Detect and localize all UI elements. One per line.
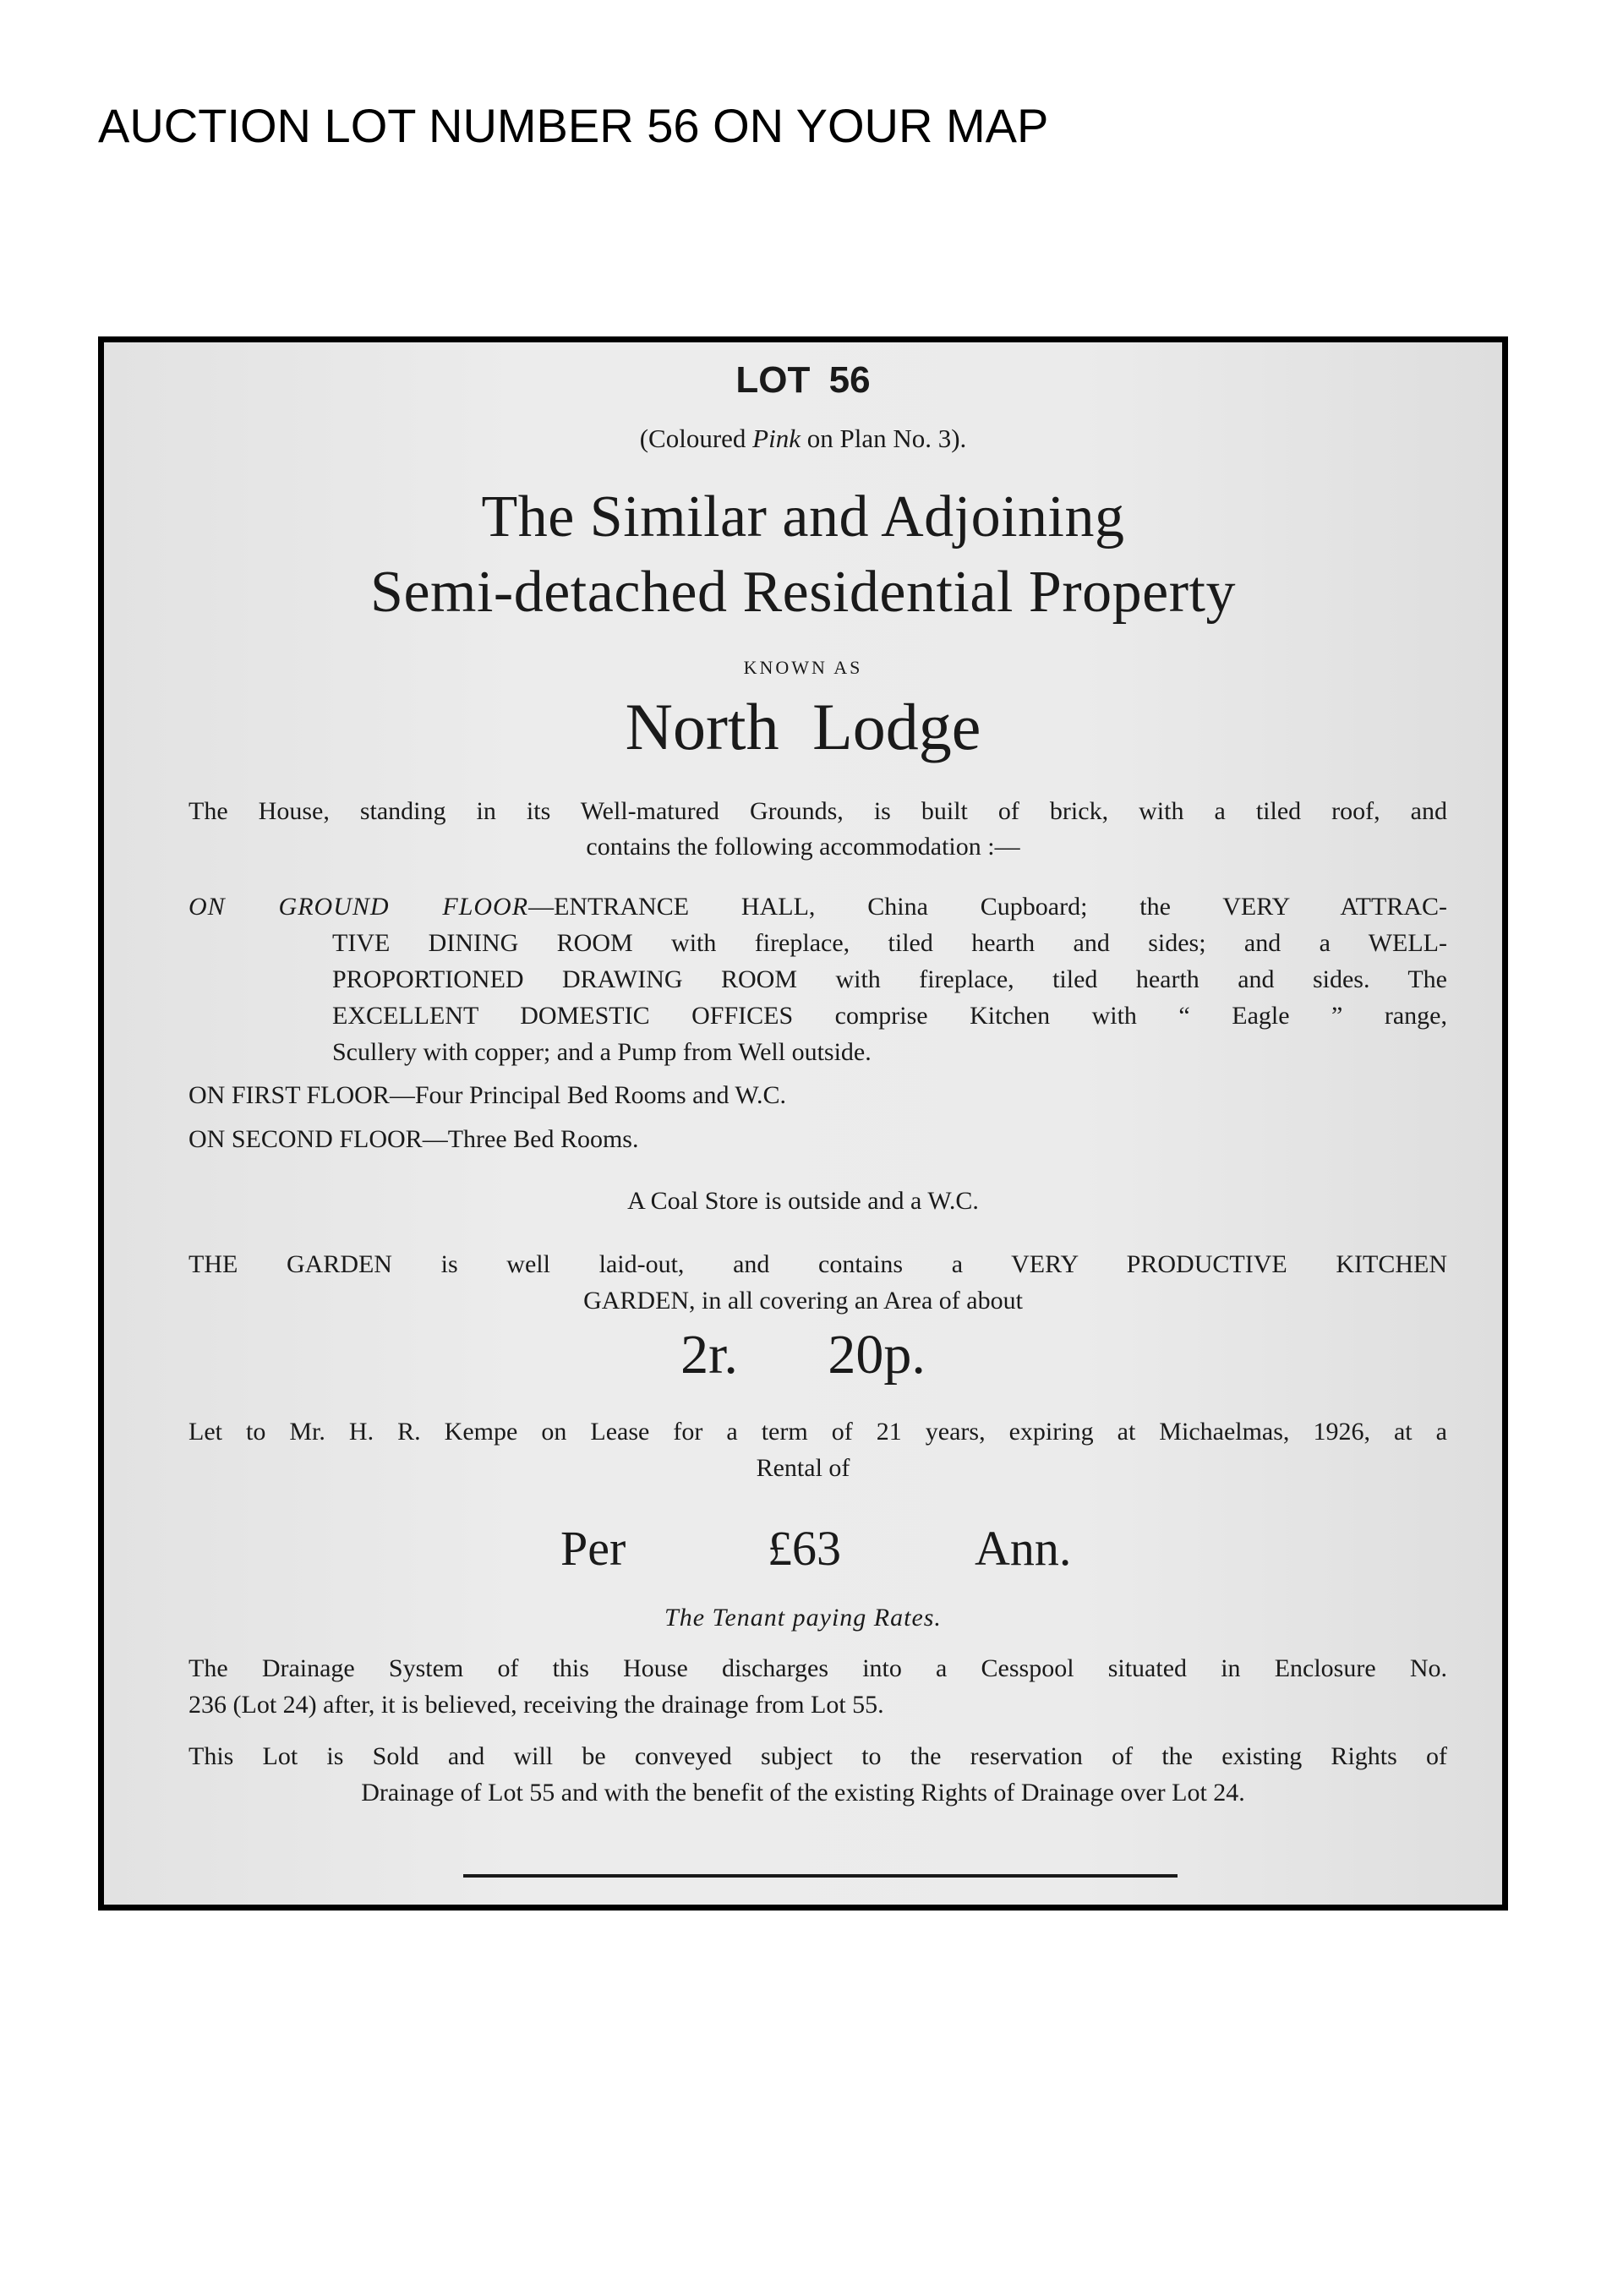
plan-reference-after: on Plan No. 3). xyxy=(800,424,967,453)
rent-ann: Ann. xyxy=(975,1521,1072,1576)
area-perches: 20p. xyxy=(828,1324,926,1386)
second-floor-line: ON SECOND FLOOR—Three Bed Rooms. xyxy=(189,1125,639,1153)
plan-reference-before: (Coloured xyxy=(639,424,753,453)
plan-reference-colour: Pink xyxy=(752,424,801,453)
ground-floor-line-1 xyxy=(189,889,1447,925)
lease-line-2: Rental of xyxy=(756,1454,850,1482)
ground-floor-line-5: Scullery with copper; and a Pump from Well outside. xyxy=(332,1038,872,1066)
scanned-lot-document xyxy=(98,336,1508,1911)
sold-line-1: This Lot is Sold and will be conveyed subject to the reservation of the existing Rights of xyxy=(189,1742,1447,1770)
area-roods: 2r. xyxy=(680,1324,738,1386)
ground-floor-line-3: PROPORTIONED DRAWING ROOM with fireplace, tiled hearth and sides. The xyxy=(332,965,1447,993)
rates-note: The Tenant paying Rates. xyxy=(664,1604,942,1632)
ground-floor-line-4: EXCELLENT DOMESTIC OFFICES comprise Kitchen with “ Eagle ” range, xyxy=(332,1002,1447,1030)
garden-line-1: THE GARDEN is well laid-out, and contains a VERY PRODUCTIVE KITCHEN xyxy=(189,1250,1447,1278)
plan-reference xyxy=(104,424,1502,454)
area-measurement xyxy=(104,1323,1502,1387)
drainage-line-1: The Drainage System of this House discharges into a Cesspool situated in Enclosure No. xyxy=(189,1654,1447,1682)
headline-line-2: Semi-detached Residential Property xyxy=(370,560,1236,625)
coal-store-line: A Coal Store is outside and a W.C. xyxy=(627,1187,979,1215)
rent-amount: £63 xyxy=(768,1521,841,1576)
closing-rule xyxy=(463,1874,1178,1878)
page-heading: AUCTION LOT NUMBER 56 ON YOUR MAP xyxy=(98,99,1049,152)
rent-per: Per xyxy=(560,1521,626,1576)
ground-floor-line-1-text: —ENTRANCE HALL, China Cupboard; the VERY ATTRAC- xyxy=(528,893,1448,921)
headline-line-1: The Similar and Adjoining xyxy=(481,484,1125,549)
intro-line-2: contains the following accommodation :— xyxy=(586,833,1020,861)
first-floor-line: ON FIRST FLOOR—Four Principal Bed Rooms and W.C. xyxy=(189,1081,787,1109)
intro-line-1: The House, standing in its Well-matured Grounds, is built of brick, with a tiled roof, and xyxy=(189,797,1447,825)
garden-line-2: GARDEN, in all covering an Area of about xyxy=(583,1287,1023,1315)
drainage-line-2: 236 (Lot 24) after, it is believed, receiving the drainage from Lot 55. xyxy=(189,1691,884,1719)
lot-number-title: LOT 56 xyxy=(735,359,871,401)
lease-line-1: Let to Mr. H. R. Kempe on Lease for a term of 21 years, expiring at Michaelmas, 1926, at a xyxy=(189,1418,1447,1446)
property-name: North Lodge xyxy=(625,690,981,763)
ground-floor-label: ON GROUND FLOOR xyxy=(189,893,529,921)
sold-line-2: Drainage of Lot 55 and with the benefit of the existing Rights of Drainage over Lot 24. xyxy=(361,1779,1245,1807)
ground-floor-line-2: TIVE DINING ROOM with fireplace, tiled hearth and sides; and a WELL- xyxy=(332,929,1447,957)
known-as-label: KNOWN AS xyxy=(743,657,863,678)
